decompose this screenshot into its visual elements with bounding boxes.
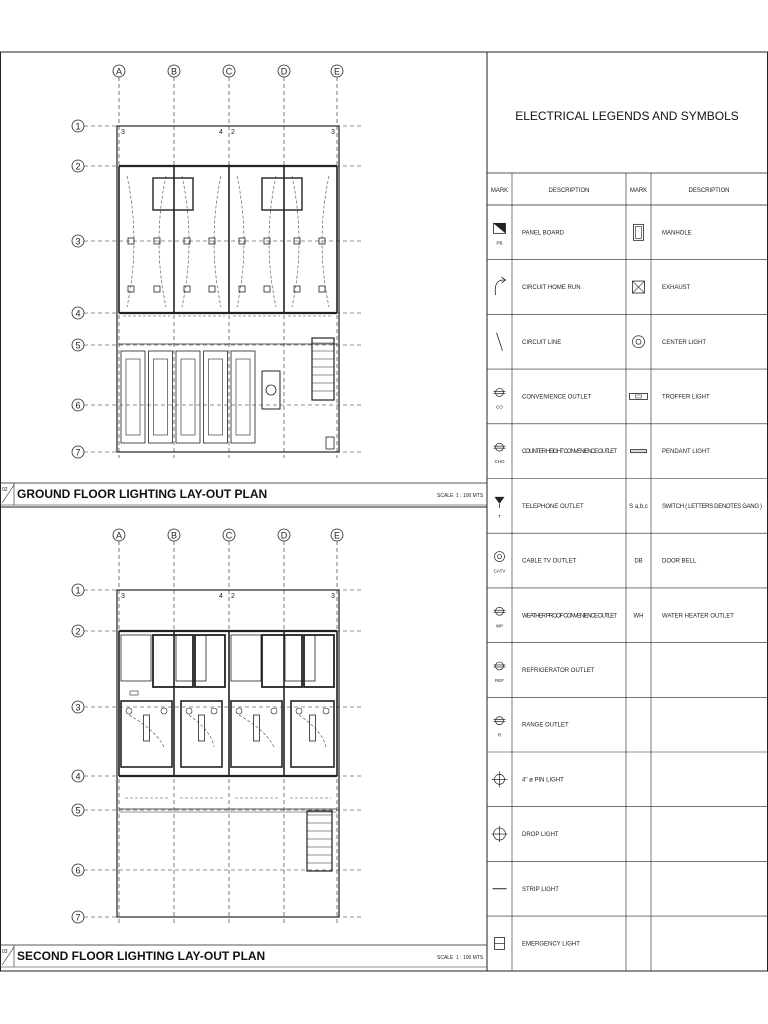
circuit-wire — [237, 176, 244, 307]
room-tag: 4 — [219, 129, 223, 136]
circuit-stroke — [497, 333, 503, 351]
legend-description: RANGE OUTLET — [522, 722, 569, 729]
room — [153, 635, 193, 687]
grid-label-row: 2 — [75, 626, 81, 637]
grid-label-row: 2 — [75, 161, 81, 172]
grid-label-row: 5 — [75, 340, 81, 351]
telephone-triangle — [495, 497, 505, 504]
car-outline — [181, 359, 195, 435]
scale-label: SCALE — [437, 493, 454, 499]
manhole-inner — [636, 226, 642, 238]
room — [231, 635, 261, 681]
counter-outlet-icon — [494, 443, 506, 451]
legend-description: CABLE TV OUTLET — [522, 558, 577, 565]
panel-fill — [494, 223, 506, 233]
room-tag: 4 — [219, 593, 223, 600]
pin-light — [323, 708, 329, 714]
room — [304, 635, 334, 687]
legend-mark-tag: T — [498, 513, 501, 519]
manhole-box — [634, 224, 644, 240]
car-outline — [126, 359, 140, 435]
light-fixture — [154, 286, 160, 292]
emergency-light-icon — [495, 937, 505, 949]
center-core — [636, 339, 641, 344]
room — [121, 701, 172, 767]
grid-label-row: 7 — [75, 447, 81, 458]
grid-label-row: 1 — [75, 121, 81, 132]
outlet-circle — [496, 443, 504, 451]
legend-mark-tag: CATV — [493, 568, 506, 574]
troffer-lens — [636, 395, 642, 398]
scale-value: 1 : 100 MTS — [456, 955, 484, 961]
strip-light — [130, 691, 138, 695]
circuit-wire — [322, 176, 329, 307]
convenience-outlet-icon — [494, 388, 506, 396]
circuit-wire — [129, 715, 164, 747]
grid-label-col: E — [333, 530, 341, 541]
room — [195, 635, 225, 687]
parking-stall — [204, 351, 228, 443]
grid-label-col: E — [333, 66, 341, 77]
legend-mark-tag: WP — [495, 623, 504, 629]
room — [153, 178, 193, 210]
room — [285, 635, 315, 681]
door-bell-icon: DB — [634, 558, 643, 565]
room-tag: 2 — [231, 593, 235, 600]
plan-title: SECOND FLOOR LIGHTING LAY-OUT PLAN — [17, 949, 266, 963]
grid-label-col: B — [170, 66, 178, 77]
legend-header: DESCRIPTION — [548, 188, 590, 194]
troffer-box — [630, 393, 648, 399]
outlet-circle — [496, 388, 504, 396]
legend-description: PENDANT LIGHT — [662, 449, 710, 456]
refrigerator-outlet-icon — [494, 662, 506, 670]
legend-description: CIRCUIT LINE — [522, 339, 562, 346]
drop-light-icon — [492, 826, 508, 842]
center-ring — [633, 336, 645, 348]
legend-header: DESCRIPTION — [688, 188, 730, 194]
grid-label-col: D — [280, 66, 288, 77]
circuit-wire — [239, 715, 274, 747]
grid-label-row: 7 — [75, 912, 81, 923]
room-tag: 3 — [331, 593, 335, 600]
legend-table — [487, 109, 767, 971]
legend-description: CONVENIENCE OUTLET — [522, 394, 592, 401]
range-outlet-icon — [494, 717, 506, 725]
pin-light — [126, 708, 132, 714]
legend-mark-tag: REF — [495, 677, 504, 683]
legend-description: WATER HEATER OUTLET — [662, 613, 734, 620]
legend-description: REFRIGERATOR OUTLET — [522, 667, 595, 674]
legend-description: MANHOLE — [662, 230, 692, 237]
scale-label: SCALE — [437, 955, 454, 961]
manhole-icon — [634, 224, 644, 240]
pin-light — [236, 708, 242, 714]
legend-description: PANEL BOARD — [522, 230, 565, 237]
second-floor-plan — [0, 529, 487, 967]
legend-description: EXHAUST — [662, 285, 691, 292]
troffer-light — [199, 715, 205, 741]
cable-tv-outlet-icon — [495, 552, 505, 562]
grid-label-row: 3 — [75, 236, 81, 247]
grid-label-row: 6 — [75, 865, 81, 876]
room — [176, 635, 206, 681]
light-fixture — [264, 286, 270, 292]
switch-icon: S a,b,c — [629, 503, 648, 510]
car-outline — [236, 359, 250, 435]
light-fixture — [209, 286, 215, 292]
legend-description: STRIP LIGHT — [522, 886, 559, 893]
grid-label-col: C — [225, 530, 233, 541]
wheelchair-icon — [266, 385, 276, 395]
legend-description: CIRCUIT HOME RUN — [522, 285, 581, 292]
outlet-circle — [496, 607, 504, 615]
legend-title: ELECTRICAL LEGENDS AND SYMBOLS — [515, 109, 739, 123]
legend-header: MARK — [629, 188, 648, 194]
center-light-icon — [633, 336, 645, 348]
pin-light-icon — [492, 771, 508, 787]
parking-stall — [176, 351, 200, 443]
circuit-home-run-icon — [495, 277, 505, 295]
panel-box — [326, 437, 334, 449]
building-outline — [117, 126, 339, 452]
car-outline — [209, 359, 223, 435]
plan-title: GROUND FLOOR LIGHTING LAY-OUT PLAN — [17, 487, 268, 501]
parking-stall — [121, 351, 145, 443]
catv-ring — [495, 552, 505, 562]
legend-description: WEATHER PROOF CONVENIENCE OUTLET — [522, 613, 617, 620]
grid-label-row: 4 — [75, 771, 81, 782]
legend-description: DOOR BELL — [662, 558, 697, 565]
grid-label-row: 1 — [75, 585, 81, 596]
sheet-number: 02 — [2, 487, 8, 493]
scale-value: 1 : 100 MTS — [456, 493, 484, 499]
grid-label-col: A — [115, 66, 123, 77]
room — [231, 701, 282, 767]
pendant-light-icon — [631, 450, 647, 453]
room-tag: 2 — [231, 129, 235, 136]
circuit-line-icon — [497, 333, 503, 351]
pin-light — [296, 708, 302, 714]
parking-stall — [231, 351, 255, 443]
grid-label-row: 6 — [75, 400, 81, 411]
room-tag: 3 — [331, 129, 335, 136]
parking-stall — [149, 351, 173, 443]
circuit-wire — [189, 715, 214, 747]
grid-label-col: D — [280, 530, 288, 541]
grid-label-col: A — [115, 530, 123, 541]
room — [291, 701, 334, 767]
legend-description: CENTER LIGHT — [662, 339, 707, 346]
sheet-number: 03 — [2, 949, 8, 955]
grid-label-col: C — [225, 66, 233, 77]
circuit-wire — [292, 176, 299, 307]
panel-board-icon — [494, 223, 506, 233]
legend-description: SWITCH ( LETTERS DENOTES GANG ) — [662, 503, 762, 510]
light-fixture — [319, 286, 325, 292]
room-tag: 3 — [121, 129, 125, 136]
circuit-wire — [182, 176, 189, 307]
troffer-light — [254, 715, 260, 741]
grid-label-row: 3 — [75, 702, 81, 713]
troffer-light-icon — [630, 393, 648, 399]
legend-description: EMERGENCY LIGHT — [522, 941, 580, 948]
light-fixture — [128, 286, 134, 292]
car-outline — [154, 359, 168, 435]
pin-light — [186, 708, 192, 714]
room — [121, 635, 151, 681]
telephone-outlet-icon — [495, 497, 505, 508]
legend-description: DROP LIGHT — [522, 832, 559, 839]
room-tag: 3 — [121, 593, 125, 600]
grid-label-col: B — [170, 530, 178, 541]
legend-description: TELEPHONE OUTLET — [522, 503, 584, 510]
legend-mark-tag: CHO — [494, 459, 505, 465]
pendant-bar — [631, 450, 647, 453]
outlet-circle — [496, 662, 504, 670]
legend-description: 4" ø PIN LIGHT — [522, 777, 564, 784]
legend-mark-tag: R — [497, 732, 502, 738]
legend-header: MARK — [490, 188, 509, 194]
outlet-circle — [496, 717, 504, 725]
room — [181, 701, 222, 767]
ground-floor-plan — [0, 65, 487, 505]
pin-light — [211, 708, 217, 714]
pin-light — [161, 708, 167, 714]
stair — [307, 811, 332, 871]
pin-light — [271, 708, 277, 714]
stair — [312, 338, 334, 400]
legend-mark-tag: PB — [496, 240, 503, 246]
circuit-wire — [299, 715, 326, 747]
catv-core — [498, 555, 502, 559]
legend-description: COUNTER HEIGHT CONVENIENCE OUTLET — [522, 449, 617, 456]
legend-mark-tag: CO — [496, 404, 503, 410]
building-outline — [117, 590, 339, 917]
water-heater-outlet-icon: WH — [633, 613, 644, 620]
grid-label-row: 4 — [75, 308, 81, 319]
room — [262, 635, 302, 687]
troffer-light — [144, 715, 150, 741]
grid-label-row: 5 — [75, 805, 81, 816]
legend-description: TROFFER LIGHT — [662, 394, 710, 401]
exhaust-icon — [633, 281, 645, 293]
room — [262, 178, 302, 210]
accessible-parking-sign — [262, 371, 280, 409]
weatherproof-outlet-icon — [494, 607, 506, 615]
